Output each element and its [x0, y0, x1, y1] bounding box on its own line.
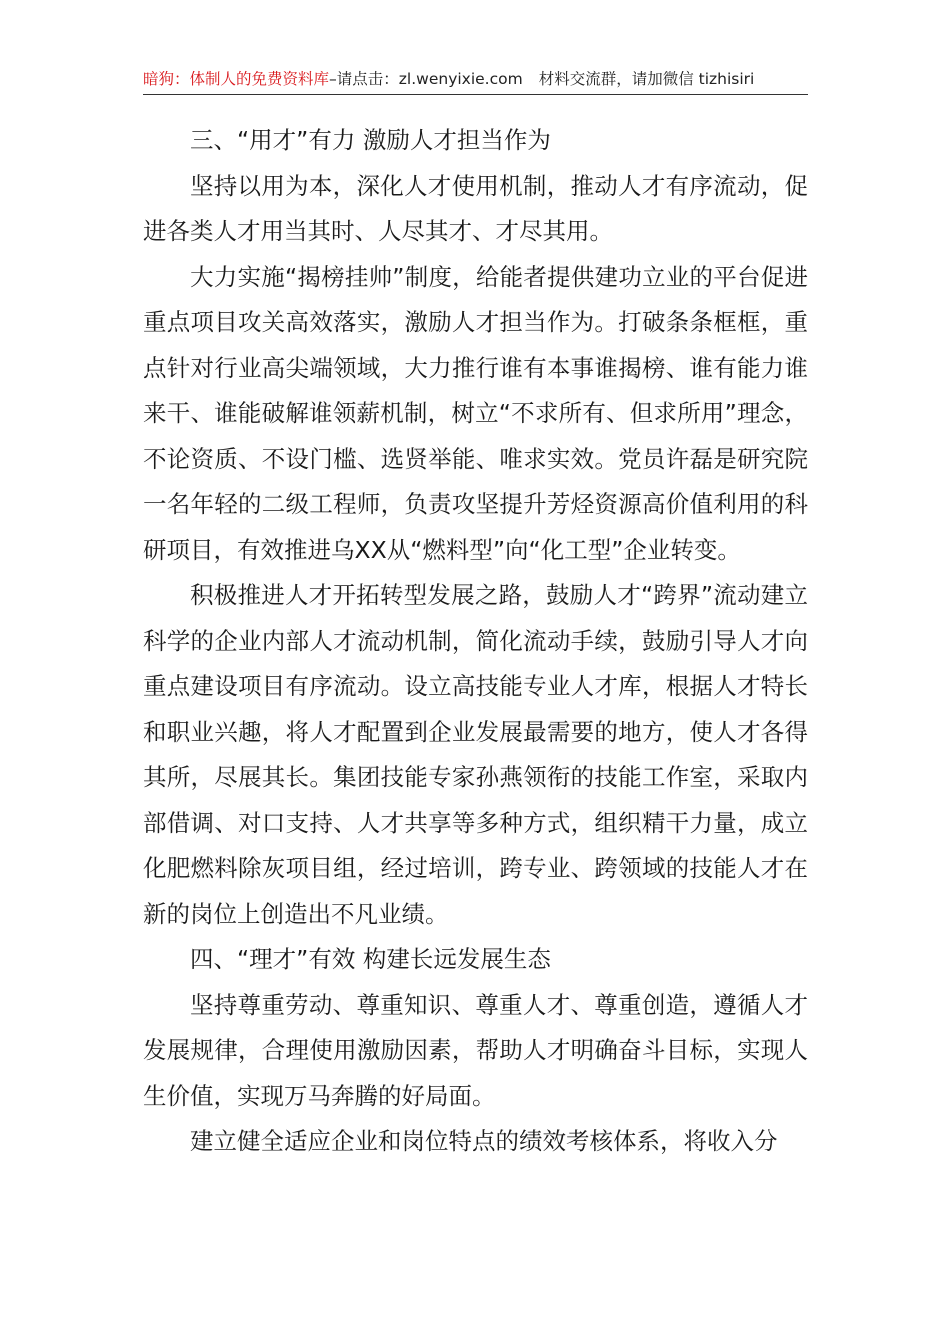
contact-info: 材料交流群，请加微信 tizhisiri — [538, 70, 755, 88]
paragraph: 大力实施“揭榜挂帅”制度，给能者提供建功立业的平台促进重点项目攻关高效落实，激励人才担当作为。打破条条框框，重点针对行业高尖端领域，大力推行谁有本事谁揭榜、谁有能力谁来干、谁能破解谁领薪机制，树立“不求所有、但求所用”理念，不论资质、不设门槛、选贤举能、唯求实效。党员许磊是研究院一名年轻的二级工程师，负责攻坚提升芳烃资源高价值利用的科研项目，有效推进乌XX从“燃料型”向“化工型”企业转变。 — [143, 262, 808, 564]
page-header — [143, 66, 808, 92]
paragraph: 积极推进人才开拓转型发展之路，鼓励人才“跨界”流动建立科学的企业内部人才流动机制，简化流动手续，鼓励引导人才向重点建设项目有序流动。设立高技能专业人才库，根据人才特长和职业兴趣，将人才配置到企业发展最需要的地方，使人才各得其所，尽展其长。集团技能专家孙燕领衔的技能工作室，采取内部借调、对口支持、人才共享等多种方式，组织精干力量，成立化肥燃料除灰项目组，经过培训，跨专业、跨领域的技能人才在新的岗位上创造出不凡业绩。 — [143, 581, 808, 928]
section-heading: 三、“用才”有力 激励人才担当作为 — [190, 126, 551, 154]
document-body — [143, 118, 808, 1165]
section-heading: 四、“理才”有效 构建长远发展生态 — [190, 945, 551, 973]
click-prompt: –请点击： — [329, 70, 399, 88]
paragraph: 建立健全适应企业和岗位特点的绩效考核体系，将收入分 — [190, 1127, 778, 1155]
paragraph: 坚持以用为本，深化人才使用机制，推动人才有序流动，促进各类人才用当其时、人尽其才、才尽其用。 — [143, 171, 808, 245]
header-divider — [143, 94, 808, 95]
site-url-link[interactable]: zl.wenyixie.com — [398, 70, 523, 88]
site-name: 暗狗：体制人的免费资料库 — [143, 70, 330, 88]
paragraph: 坚持尊重劳动、尊重知识、尊重人才、尊重创造，遵循人才发展规律，合理使用激励因素，帮助人才明确奋斗目标，实现人生价值，实现万马奔腾的好局面。 — [143, 990, 808, 1110]
